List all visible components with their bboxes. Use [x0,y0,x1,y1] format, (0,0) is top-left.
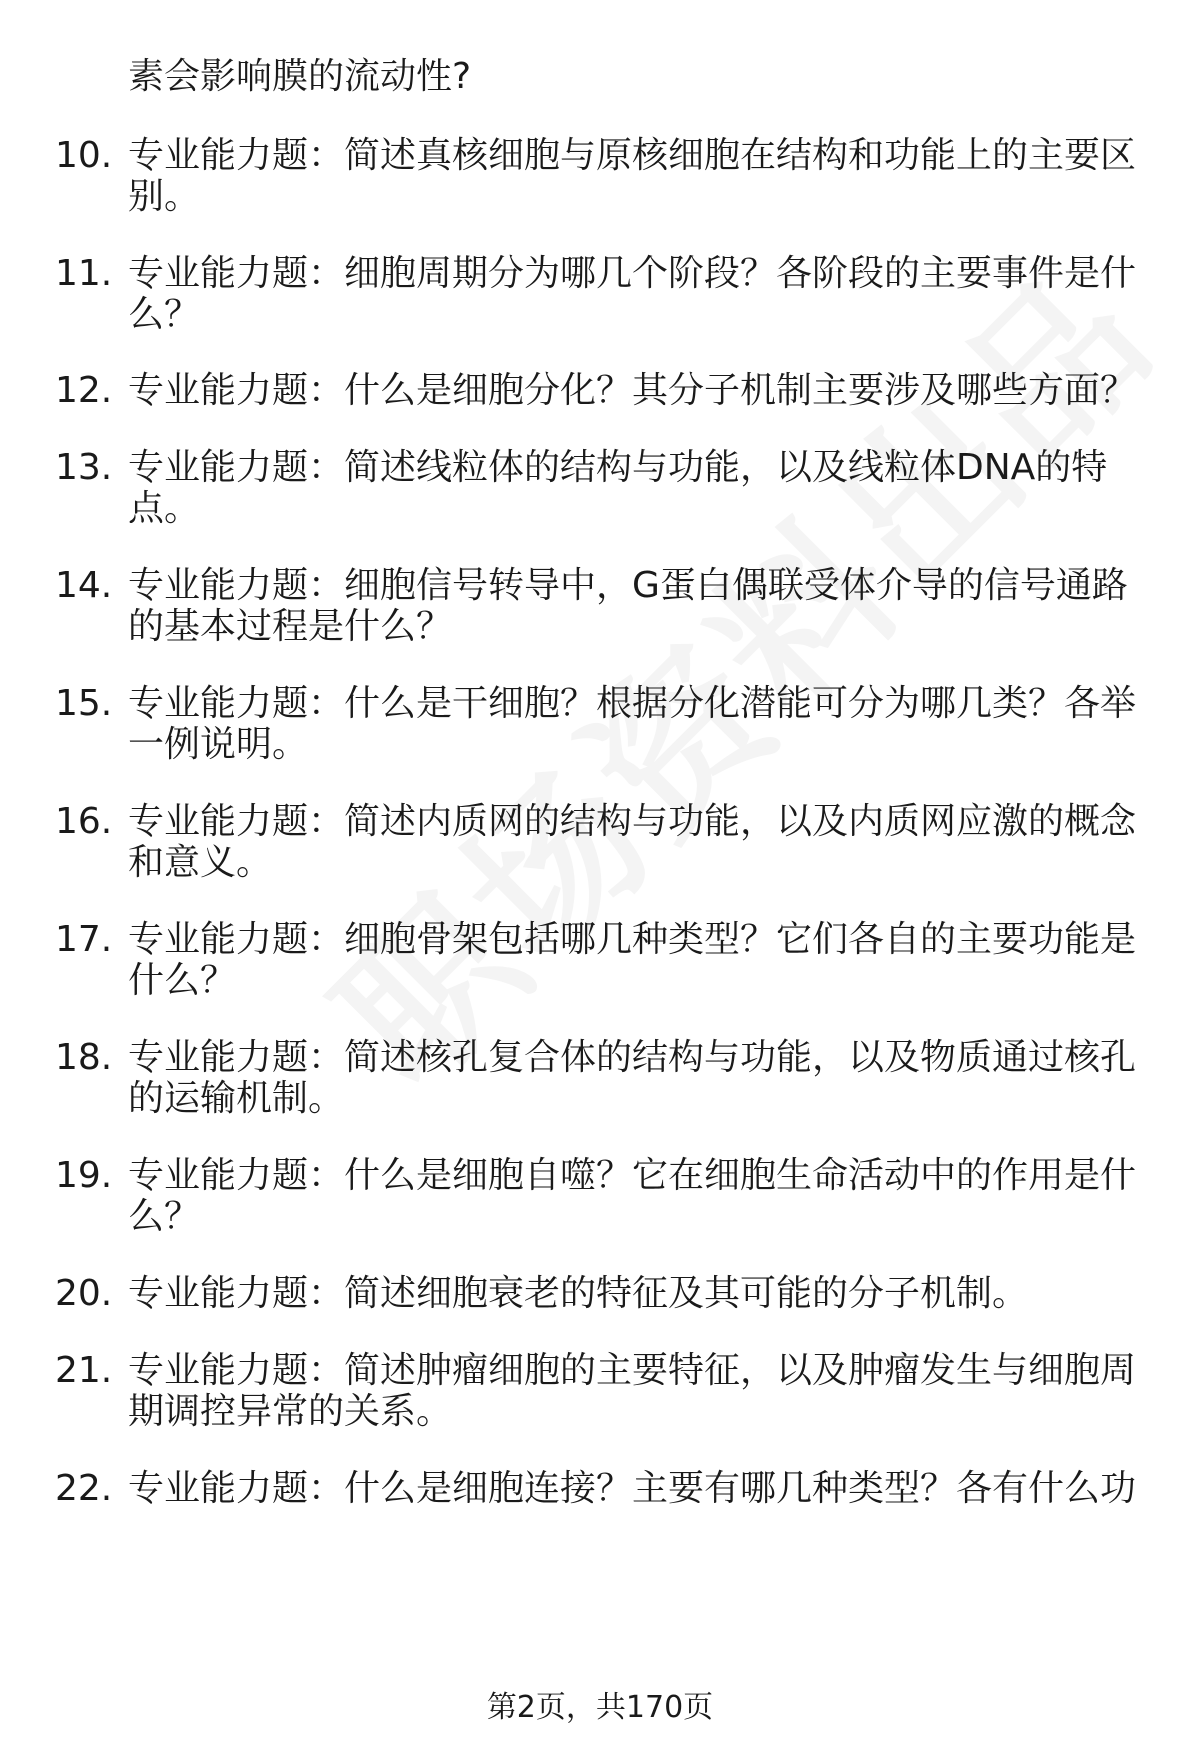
question-text-line1: 专业能力题：什么是细胞分化？其分子机制主要涉及哪些方面？ [128,370,1137,411]
question-text-line1: 专业能力题：简述核孔复合体的结构与功能，以及物质通过核孔 [128,1037,1137,1078]
continuation-text: 素会影响膜的流动性? [128,56,472,97]
question-text-line1: 专业能力题：什么是细胞自噬？它在细胞生命活动中的作用是什 [128,1155,1137,1196]
question-text-line1: 专业能力题：简述肿瘤细胞的主要特征，以及肿瘤发生与细胞周 [128,1350,1137,1391]
question-text-line1: 专业能力题：简述内质网的结构与功能，以及内质网应激的概念 [128,801,1137,842]
question-number: 19. [55,1155,113,1196]
question-number: 11. [55,253,113,294]
question-number: 20. [55,1273,113,1314]
question-text-line2: 点。 [128,488,201,529]
question-number: 10. [55,135,113,176]
question-text-line1: 专业能力题：细胞信号转导中，G蛋白偶联受体介导的信号通路 [128,565,1128,606]
question-number: 13. [55,447,113,488]
question-number: 18. [55,1037,113,1078]
question-text-line1: 专业能力题：细胞周期分为哪几个阶段？各阶段的主要事件是什 [128,253,1137,294]
question-text-line1: 专业能力题：简述线粒体的结构与功能，以及线粒体DNA的特 [128,447,1108,488]
question-number: 16. [55,801,113,842]
question-number: 15. [55,683,113,724]
question-number: 22. [55,1468,113,1509]
question-text-line2: 的运输机制。 [128,1078,345,1119]
question-number: 21. [55,1350,113,1391]
question-text-line2: 别。 [128,176,201,217]
question-number: 17. [55,919,113,960]
question-text-line2: 什么？ [128,960,237,1001]
question-number: 12. [55,370,113,411]
question-text-line2: 一例说明。 [128,724,309,765]
page-footer: 第2页，共170页 [486,1690,714,1725]
question-text-line2: 么？ [128,294,201,335]
question-text-line2: 和意义。 [128,842,273,883]
question-text-line1: 专业能力题：什么是细胞连接？主要有哪几种类型？各有什么功 [128,1468,1137,1509]
question-text-line1: 专业能力题：什么是干细胞？根据分化潜能可分为哪几类？各举 [128,683,1137,724]
question-number: 14. [55,565,113,606]
question-text-line2: 的基本过程是什么？ [128,606,453,647]
question-text-line1: 专业能力题：简述真核细胞与原核细胞在结构和功能上的主要区 [128,135,1137,176]
question-text-line2: 期调控异常的关系。 [128,1391,453,1432]
question-text-line1: 专业能力题：细胞骨架包括哪几种类型？它们各自的主要功能是 [128,919,1137,960]
question-text-line2: 么？ [128,1196,201,1237]
question-text-line1: 专业能力题：简述细胞衰老的特征及其可能的分子机制。 [128,1273,1029,1314]
